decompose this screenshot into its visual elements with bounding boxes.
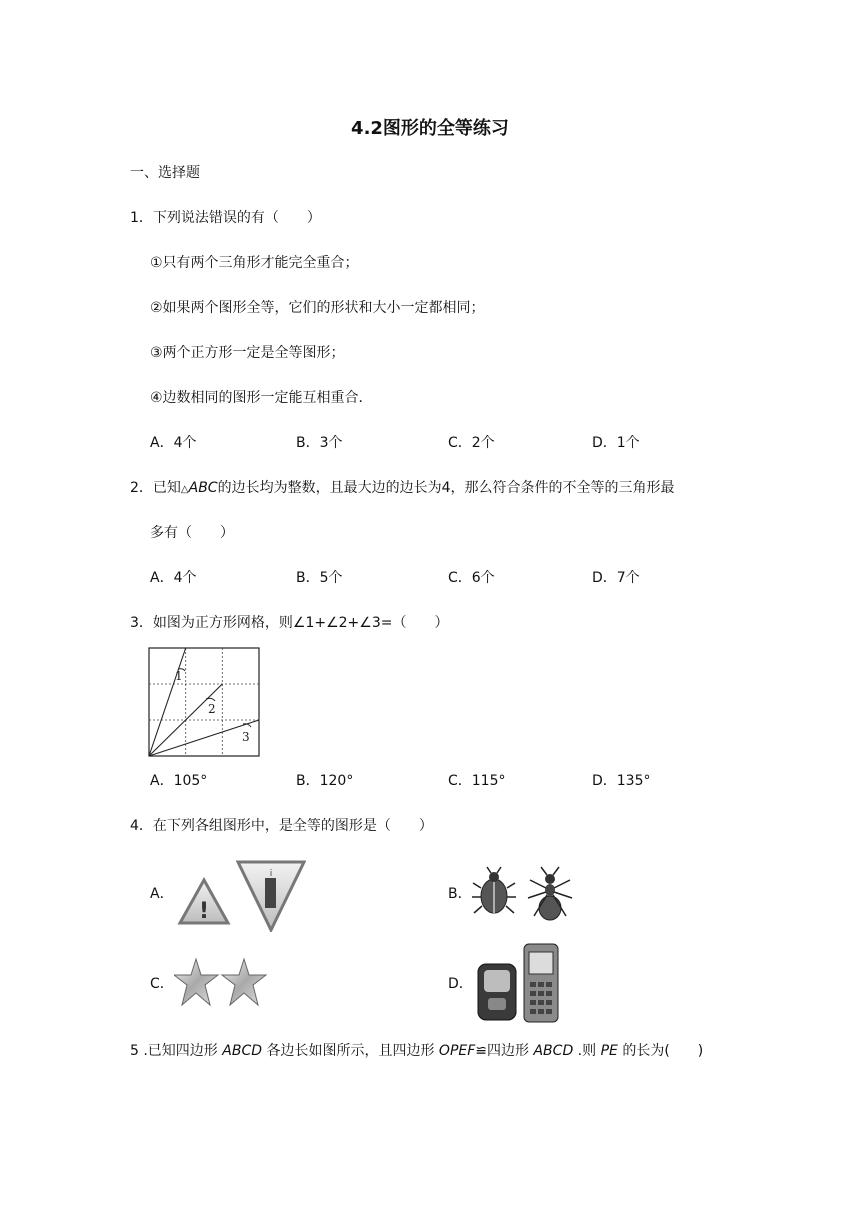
q3-option-b: B．120° — [296, 773, 354, 789]
q4-stem: 4．在下列各组图形中，是全等的图形是（ ） — [130, 818, 433, 834]
q3-option-d: D．135° — [592, 773, 651, 789]
star-icon-right — [222, 959, 266, 1005]
q1-option-d: D．1个 — [592, 435, 640, 451]
angle-label-1: 1 — [175, 669, 183, 683]
q4-option-b-label: B． — [448, 886, 472, 902]
q4-option-a-label: A． — [150, 886, 174, 902]
q1-stem: 1．下列说法错误的有（ ） — [130, 210, 321, 226]
exclamation-icon: ! — [198, 899, 210, 924]
q1-option-c: C．2个 — [448, 435, 495, 451]
info-glyph-icon: i — [269, 869, 273, 879]
q2-option-a: A．4个 — [150, 570, 197, 586]
q1-item-4: ④边数相同的图形一定能互相重合． — [150, 390, 373, 406]
section-heading: 一、选择题 — [130, 165, 200, 181]
q5-stem — [130, 1044, 703, 1058]
page-title: 4.2图形的全等练习 — [351, 118, 509, 139]
mobile-phones-image — [472, 942, 564, 1026]
star-figures-image — [174, 955, 270, 1011]
info-bar-icon — [265, 878, 276, 908]
q5-post: 的长为( ) — [617, 1043, 704, 1059]
q5-mid: 各边长如图所示，且四边形 — [262, 1043, 439, 1059]
q2-abc: ABC — [188, 480, 218, 496]
q3-option-a: A．105° — [150, 773, 208, 789]
q5-abcd-2: ABCD — [533, 1043, 574, 1059]
q1-item-3: ③两个正方形一定是全等图形； — [150, 345, 345, 361]
q3-stem: 3．如图为正方形网格，则∠1+∠2+∠3=（ ） — [130, 615, 449, 631]
q5-pe: PE — [600, 1043, 618, 1059]
q2-option-b: B．5个 — [296, 570, 343, 586]
flip-phone-icon — [478, 964, 516, 1020]
beetle-and-ant-image — [470, 864, 582, 924]
angle-label-2: 2 — [208, 702, 216, 716]
square-grid-angle-figure — [148, 647, 260, 757]
q1-option-b: B．3个 — [296, 435, 343, 451]
q2-stem — [130, 481, 675, 495]
q3-option-c: C．115° — [448, 773, 506, 789]
q4-option-c-label: C． — [150, 976, 174, 992]
warning-signs-image — [176, 860, 306, 932]
bar-phone-icon — [524, 944, 558, 1022]
angle-label-3: 3 — [242, 730, 250, 744]
q2-stem-post: 的边长均为整数，且最大边的边长为4，那么符合条件的不全等的三角形最 — [217, 480, 675, 496]
q1-option-a: A．4个 — [150, 435, 197, 451]
ant-icon — [528, 867, 572, 920]
q2-option-d: D．7个 — [592, 570, 640, 586]
q5-abcd-1: ABCD — [222, 1043, 263, 1059]
q1-item-1: ①只有两个三角形才能完全重合； — [150, 255, 359, 271]
beetle-icon — [472, 867, 516, 913]
q4-option-d-label: D． — [448, 976, 473, 992]
q2-stem-continued: 多有（ ） — [150, 525, 234, 541]
q5-pre: 5 .已知四边形 — [130, 1043, 223, 1059]
q5-cong: ≌四边形 — [475, 1043, 534, 1059]
q2-stem-pre: 2．已知 — [130, 480, 181, 496]
q2-option-c: C．6个 — [448, 570, 495, 586]
star-icon-left — [174, 959, 218, 1005]
triangle-symbol: △ — [180, 484, 189, 495]
q5-opef: OPEF — [438, 1043, 476, 1059]
q5-mid2: .则 — [573, 1043, 601, 1059]
q1-item-2: ②如果两个图形全等，它们的形状和大小一定都相同； — [150, 300, 485, 316]
